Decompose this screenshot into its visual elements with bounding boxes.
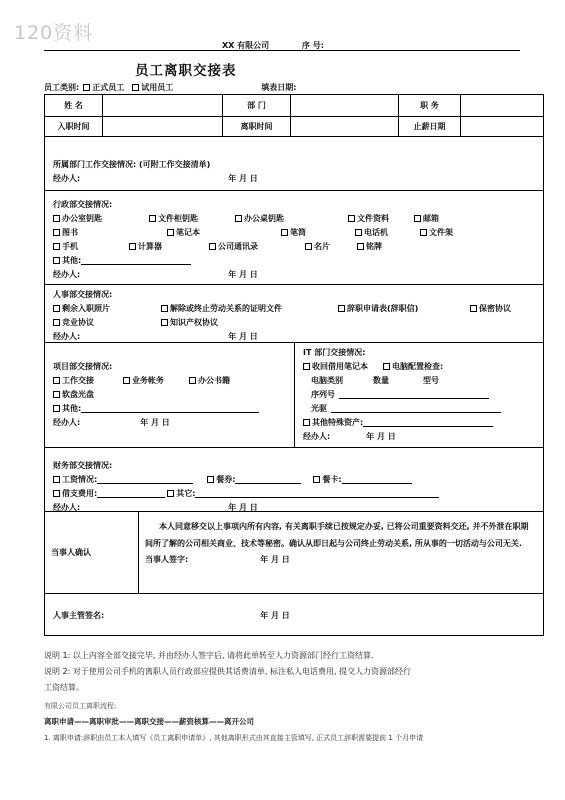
finance-loan-field[interactable] (97, 489, 165, 498)
name-label: 姓 名 (45, 95, 103, 116)
hr-item: 剩余入职照片 (62, 303, 110, 313)
join-date-label: 入职时间 (45, 117, 103, 136)
hr-handler: 经办人: (53, 331, 81, 341)
checkbox[interactable] (123, 377, 130, 384)
admin-item: 图书 (62, 227, 78, 237)
it-model: 型号 (423, 375, 439, 385)
checkbox[interactable] (414, 215, 421, 222)
checkbox[interactable] (348, 215, 355, 222)
finance-card-field[interactable] (342, 475, 412, 484)
project-title: 项目部交接情况: (53, 361, 113, 371)
notes (44, 648, 530, 746)
department-label: 部 门 (223, 95, 291, 116)
project-item: 办公书籍 (198, 375, 230, 385)
checkbox[interactable] (53, 229, 60, 236)
it-section (295, 343, 543, 447)
it-date: 年 月 日 (366, 431, 396, 441)
it-title: IT 部门交接情况: (303, 347, 366, 357)
checkbox[interactable] (161, 319, 168, 326)
finance-wage-label: 工资情况: (62, 474, 98, 484)
admin-item: 文件架 (429, 227, 453, 237)
hr-title: 人事部交接情况: (53, 289, 113, 299)
header-rule (44, 50, 520, 51)
note-1: 说明 1: 以上内容全部交接完毕, 并由经办人签字后, 请将此单转至人力资源部门经行工资结算. (44, 651, 374, 660)
admin-item: 文件柜钥匙 (158, 213, 198, 223)
confirm-text: 本人同意移交以上事项内所有内容, 有关离职手续已按规定办妥, 已将公司重要资料交还, 并不外泄在职期间所了解的公司相关商业、技术等秘密。确认从即日起与公司终止劳动关系, 所从事的一切活动与公司无关. (145, 522, 529, 548)
admin-item: 笔筒 (290, 227, 306, 237)
hr-item: 竞业协议 (62, 317, 94, 327)
admin-handler: 经办人: (53, 269, 81, 279)
checkbox[interactable] (357, 243, 364, 250)
finance-date: 年 月 日 (228, 502, 258, 512)
serial-label: 序 号: (301, 41, 324, 50)
checkbox[interactable] (470, 305, 477, 312)
fill-date-label: 填表日期: (261, 83, 297, 92)
position-field[interactable] (461, 95, 543, 116)
it-serial-label: 序列号 (311, 389, 335, 399)
project-other-label: 其他: (62, 403, 82, 413)
project-item: 软盘光盘 (62, 389, 94, 399)
flow-steps: 离职申请——离职审批——离职交接——薪资核算——离开公司 (44, 717, 254, 726)
leave-date-field[interactable] (291, 117, 399, 136)
hr-item: 辞职申请表(辞职信) (347, 303, 419, 313)
finance-other-label: 其它: (176, 488, 196, 498)
finance-other-field[interactable] (195, 489, 439, 498)
it-config: 电脑配置检查: (392, 361, 444, 371)
note-2: 说明 2: 对于使用公司手机的离职人员行政部应提供其话费清单, 标注私人电话费用, 提交人力资源部经行 (44, 667, 412, 676)
department-field[interactable] (291, 95, 399, 116)
checkbox[interactable] (167, 229, 174, 236)
hr-manager-date: 年 月 日 (260, 611, 290, 620)
it-special-label: 其他特殊资产: (312, 417, 364, 427)
checkbox[interactable] (149, 215, 156, 222)
checkbox[interactable] (281, 229, 288, 236)
dept-handler: 经办人: (53, 173, 81, 183)
it-special-field[interactable] (363, 418, 493, 427)
admin-item: 名片 (314, 241, 330, 251)
checkbox[interactable] (235, 215, 242, 222)
finance-wage-field[interactable] (97, 475, 193, 484)
checkbox[interactable] (53, 243, 60, 250)
admin-item: 办公桌钥匙 (244, 213, 284, 223)
checkbox[interactable] (355, 229, 362, 236)
handover-form (44, 94, 544, 636)
it-handler: 经办人: (303, 431, 331, 441)
hr-item: 知识产权协议 (170, 317, 218, 327)
it-laptop: 收回借用笔记本 (312, 361, 368, 371)
checkbox[interactable] (83, 84, 90, 91)
hr-section (45, 285, 543, 342)
project-section (45, 343, 295, 447)
confirm-date: 年 月 日 (260, 554, 290, 564)
hr-manager-label: 人事主管签名: (53, 611, 105, 620)
checkbox[interactable] (132, 84, 139, 91)
it-pc-type: 电脑类别 (311, 375, 343, 385)
join-date-field[interactable] (103, 117, 223, 136)
checkbox[interactable] (53, 391, 60, 398)
flow-heading: 有限公司员工离职流程: (44, 702, 117, 710)
position-label: 职 务 (399, 95, 461, 116)
finance-meal-field[interactable] (235, 475, 301, 484)
project-handler: 经办人: (53, 417, 81, 427)
page-title: 员工离职交接表 (135, 63, 237, 79)
checkbox[interactable] (207, 476, 214, 483)
salary-end-label: 止薪日期 (399, 117, 461, 136)
leave-date-label: 离职时间 (223, 117, 291, 136)
form-meta (44, 82, 520, 93)
employee-type-label: 员工类别: (44, 83, 80, 92)
checkbox[interactable] (53, 490, 60, 497)
flow-item-1: 1. 离职申请:辞职由员工本人填写《员工离职申请单》, 其他离职形式由其直接主管填写, 正式员工辞职需要提前 1 个月申请 (44, 734, 424, 742)
type-regular: 正式员工 (92, 83, 125, 92)
checkbox[interactable] (161, 305, 168, 312)
checkbox[interactable] (53, 476, 60, 483)
dept-title: 所属部门工作交接情况: (可附工作交接清单) (53, 159, 211, 169)
admin-item: 铭牌 (366, 241, 382, 251)
finance-section (45, 448, 543, 511)
it-drive-label: 光驱 (311, 403, 327, 413)
finance-handler: 经办人: (53, 502, 81, 512)
admin-date: 年 月 日 (228, 269, 258, 279)
checkbox[interactable] (313, 476, 320, 483)
name-field[interactable] (103, 95, 223, 116)
checkbox[interactable] (53, 377, 60, 384)
checkbox[interactable] (53, 319, 60, 326)
checkbox[interactable] (129, 243, 136, 250)
admin-item: 手机 (62, 241, 78, 251)
project-item: 业务帐务 (132, 375, 164, 385)
finance-title: 财务部交接情况: (53, 460, 113, 470)
note-2-cont: 工资结算。 (44, 683, 84, 692)
watermark: 120资料 (14, 22, 94, 44)
checkbox[interactable] (303, 363, 310, 370)
checkbox[interactable] (209, 243, 216, 250)
checkbox[interactable] (303, 419, 310, 426)
checkbox[interactable] (53, 305, 60, 312)
admin-item: 办公室钥匙 (62, 213, 102, 223)
project-other-field[interactable] (81, 404, 259, 413)
it-qty: 数量 (373, 375, 389, 385)
project-date: 年 月 日 (140, 417, 170, 427)
hr-manager-section (45, 594, 543, 635)
checkbox[interactable] (53, 405, 60, 412)
admin-other-field[interactable] (81, 256, 191, 265)
it-serial-field[interactable] (339, 390, 489, 399)
type-probation: 试用员工 (141, 83, 174, 92)
checkbox[interactable] (420, 229, 427, 236)
dept-section (45, 137, 543, 190)
checkbox[interactable] (305, 243, 312, 250)
admin-item: 电话机 (364, 227, 388, 237)
admin-title: 行政部交接情况: (53, 199, 113, 209)
admin-item: 笔记本 (176, 227, 200, 237)
confirm-sign-label: 当事人签字: (145, 554, 189, 564)
checkbox[interactable] (53, 257, 60, 264)
hr-date: 年 月 日 (228, 331, 258, 341)
admin-section (45, 191, 543, 284)
it-drive-field[interactable] (331, 404, 501, 413)
admin-other-label: 其他: (62, 255, 82, 265)
finance-meal-label: 餐券: (216, 474, 236, 484)
project-item: 工作交接 (62, 375, 94, 385)
hr-item: 解除或终止劳动关系的证明文件 (170, 303, 282, 313)
checkbox[interactable] (53, 215, 60, 222)
hr-item: 保密协议 (479, 303, 511, 313)
confirm-section (139, 512, 543, 593)
admin-item: 邮箱 (423, 213, 439, 223)
company-name: XX 有限公司 (222, 41, 270, 50)
checkbox[interactable] (383, 363, 390, 370)
checkbox[interactable] (338, 305, 345, 312)
admin-item: 计算器 (138, 241, 162, 251)
salary-end-field[interactable] (461, 117, 543, 136)
confirm-label: 当事人确认 (45, 512, 139, 593)
admin-item: 公司通讯录 (218, 241, 258, 251)
finance-card-label: 餐卡: (322, 474, 342, 484)
checkbox[interactable] (189, 377, 196, 384)
admin-item: 文件资料 (357, 213, 389, 223)
checkbox[interactable] (167, 490, 174, 497)
finance-loan-label: 借支费用: (62, 488, 98, 498)
dept-date: 年 月 日 (228, 173, 258, 183)
